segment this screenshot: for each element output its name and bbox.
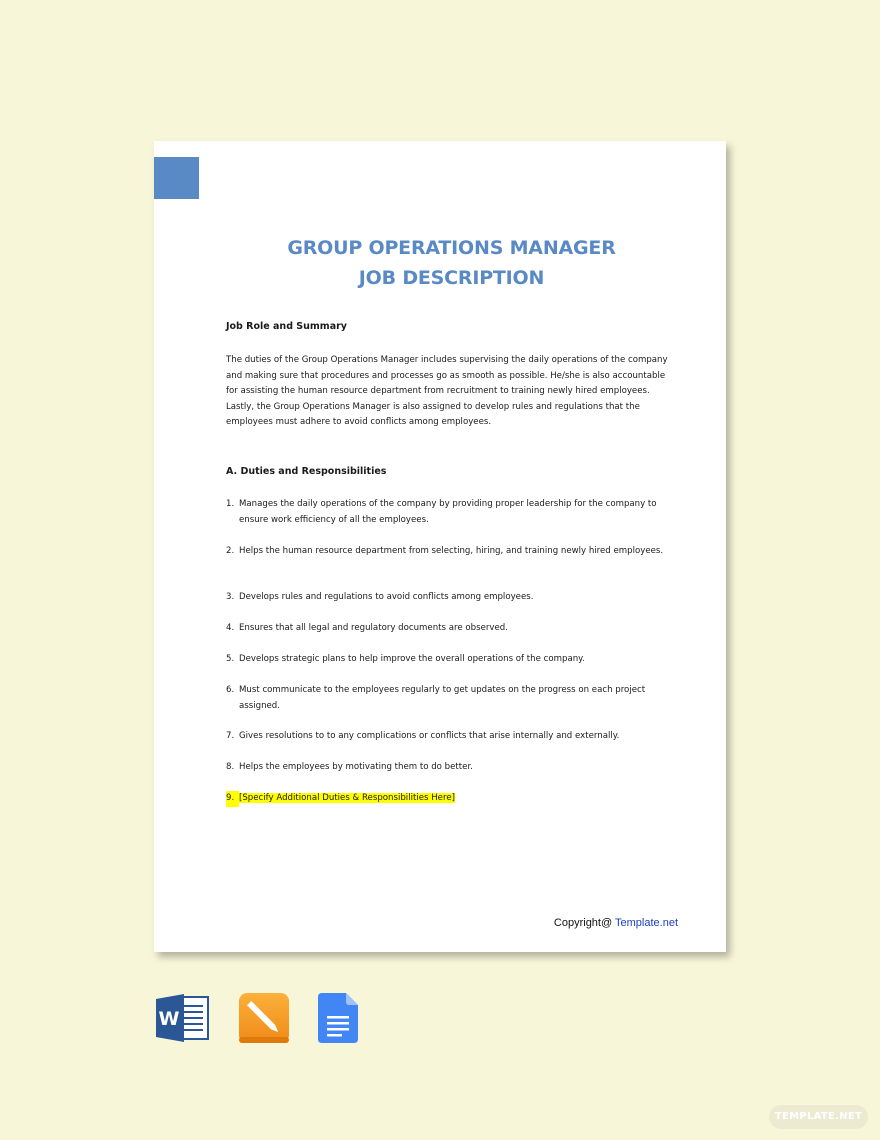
summary-paragraph: The duties of the Group Operations Manager includes supervising the daily operations of the company and making sure that procedures and processes go as smooth as possible. He/she is also accountable for assisting the human resource department from recruitment to training newly hired employees. Lastly, the Group Operations Manager is also assigned to develop rules and regulations that the employees must adhere to avoid conflicts among employees. [226,355,668,427]
duty-item-8 [226,760,681,776]
duty-number: 7. [226,731,235,741]
duty-text: Helps the employees by motivating them to do better. [239,762,473,772]
duty-number: 4. [226,623,235,633]
duty-text: Manages the daily operations of the company by providing proper leadership for the company to ensure work efficiency of all the employees. [239,499,657,525]
duty-text: Develops strategic plans to help improve the overall operations of the company. [239,654,585,664]
duty-number: 3. [226,592,235,602]
duty-text: Must communicate to the employees regularly to get updates on the progress on each project assigned. [239,685,646,711]
copyright-link[interactable]: Template.net [615,917,678,929]
duty-item-1 [226,497,681,528]
word-icon[interactable] [156,993,210,1048]
document-title [154,233,749,293]
duty-item-9-placeholder [226,791,681,807]
duty-number: 6. [226,685,235,695]
duty-text: Helps the human resource department from selecting, hiring, and training newly hired employees. [239,546,664,556]
duty-number: 9. [226,791,239,807]
duty-item-6 [226,683,681,714]
role-heading: Job Role and Summary [226,321,347,332]
duty-number: 2. [226,546,235,556]
pages-icon[interactable] [239,993,289,1048]
duty-text: Ensures that all legal and regulatory documents are observed. [239,623,508,633]
duty-item-7 [226,729,681,745]
duty-item-2 [226,544,681,560]
duty-number: 8. [226,762,235,772]
duty-number: 1. [226,499,235,509]
template-net-badge[interactable]: TEMPLATE.NET [769,1105,868,1129]
copyright-prefix: Copyright@ [553,917,613,929]
duty-number: 5. [226,654,235,664]
duty-item-5 [226,652,681,668]
duty-item-4 [226,621,681,637]
document-page [154,141,726,952]
duty-item-3 [226,590,681,606]
corner-accent-block [154,157,199,199]
title-line-1: GROUP OPERATIONS MANAGER [287,237,616,259]
duties-heading: A. Duties and Responsibilities [226,466,387,477]
title-line-2: JOB DESCRIPTION [358,267,545,289]
duty-text: Gives resolutions to to any complications or conflicts that arise internally and externally. [239,731,620,741]
svg-text:W: W [158,1008,180,1030]
duty-placeholder-text: [Specify Additional Duties & Responsibilities Here] [239,793,455,803]
google-docs-icon[interactable] [318,993,358,1048]
duty-text: Develops rules and regulations to avoid conflicts among employees. [239,592,534,602]
copyright-notice [554,917,678,929]
